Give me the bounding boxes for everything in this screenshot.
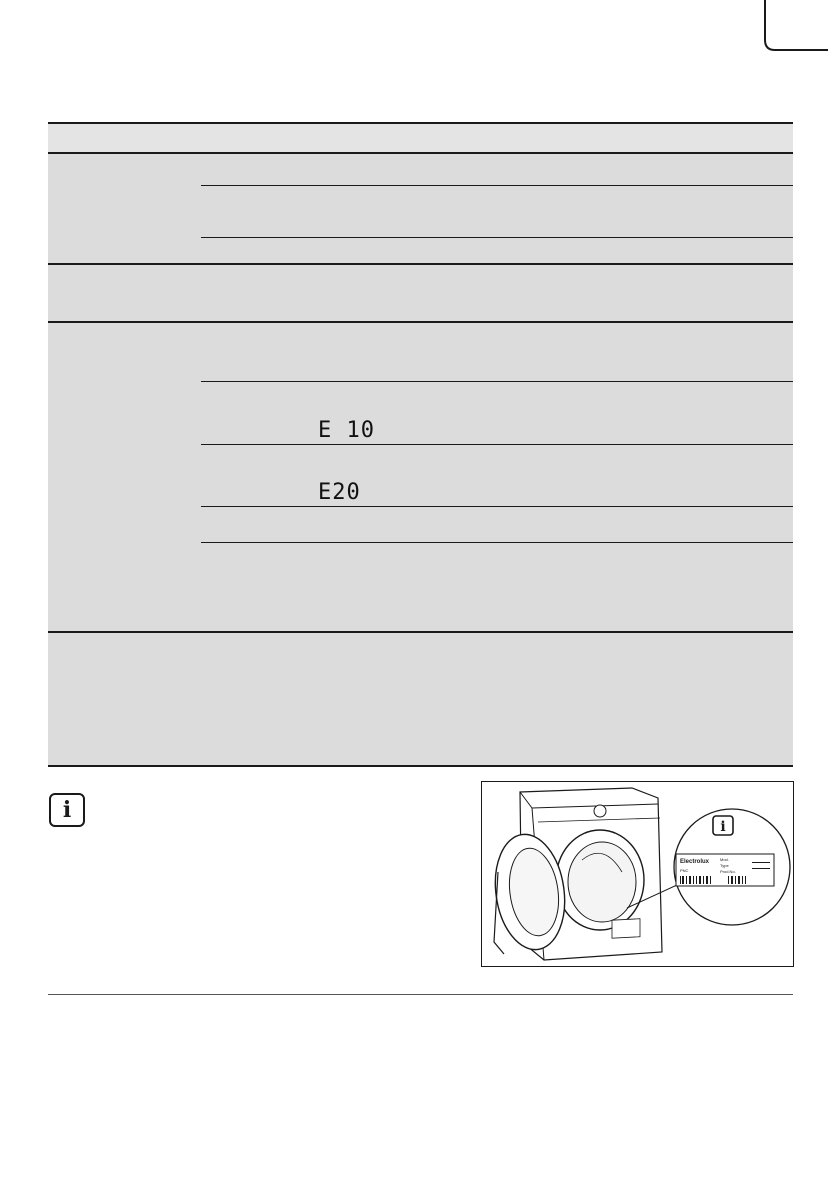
error-code-e10: E 10	[318, 418, 375, 443]
error-code-e20: E20	[318, 480, 361, 505]
rating-plate-brand: Electrolux	[680, 859, 710, 865]
table-row-divider	[201, 185, 793, 186]
rating-plate-mod: Mod.	[720, 857, 729, 862]
table-row-divider	[201, 237, 793, 238]
table-group-rule	[48, 263, 793, 265]
info-icon	[49, 793, 85, 827]
rating-plate-pnc: PNC	[680, 868, 689, 873]
table-header-rule	[48, 152, 793, 154]
table-group-rule	[48, 321, 793, 323]
table-row-divider	[201, 542, 793, 543]
table-top-rule	[48, 122, 793, 124]
footer-rule	[48, 994, 793, 995]
rating-plate-prodno: Prod.No.	[720, 869, 736, 874]
troubleshooting-table	[48, 122, 793, 767]
washing-machine-illustration	[482, 782, 793, 966]
rating-plate-type: Type	[720, 863, 729, 868]
table-row-divider	[201, 506, 793, 507]
rating-plate-illustration	[481, 781, 794, 967]
table-header-row	[48, 122, 793, 153]
table-row-divider	[201, 444, 793, 445]
info-icon-glyph: i	[62, 797, 72, 823]
table-group-rule	[48, 631, 793, 633]
callout-info-icon: i	[720, 819, 726, 835]
table-row-divider	[201, 381, 793, 382]
table-bottom-rule	[48, 765, 793, 767]
page-corner-line	[0, 0, 828, 60]
